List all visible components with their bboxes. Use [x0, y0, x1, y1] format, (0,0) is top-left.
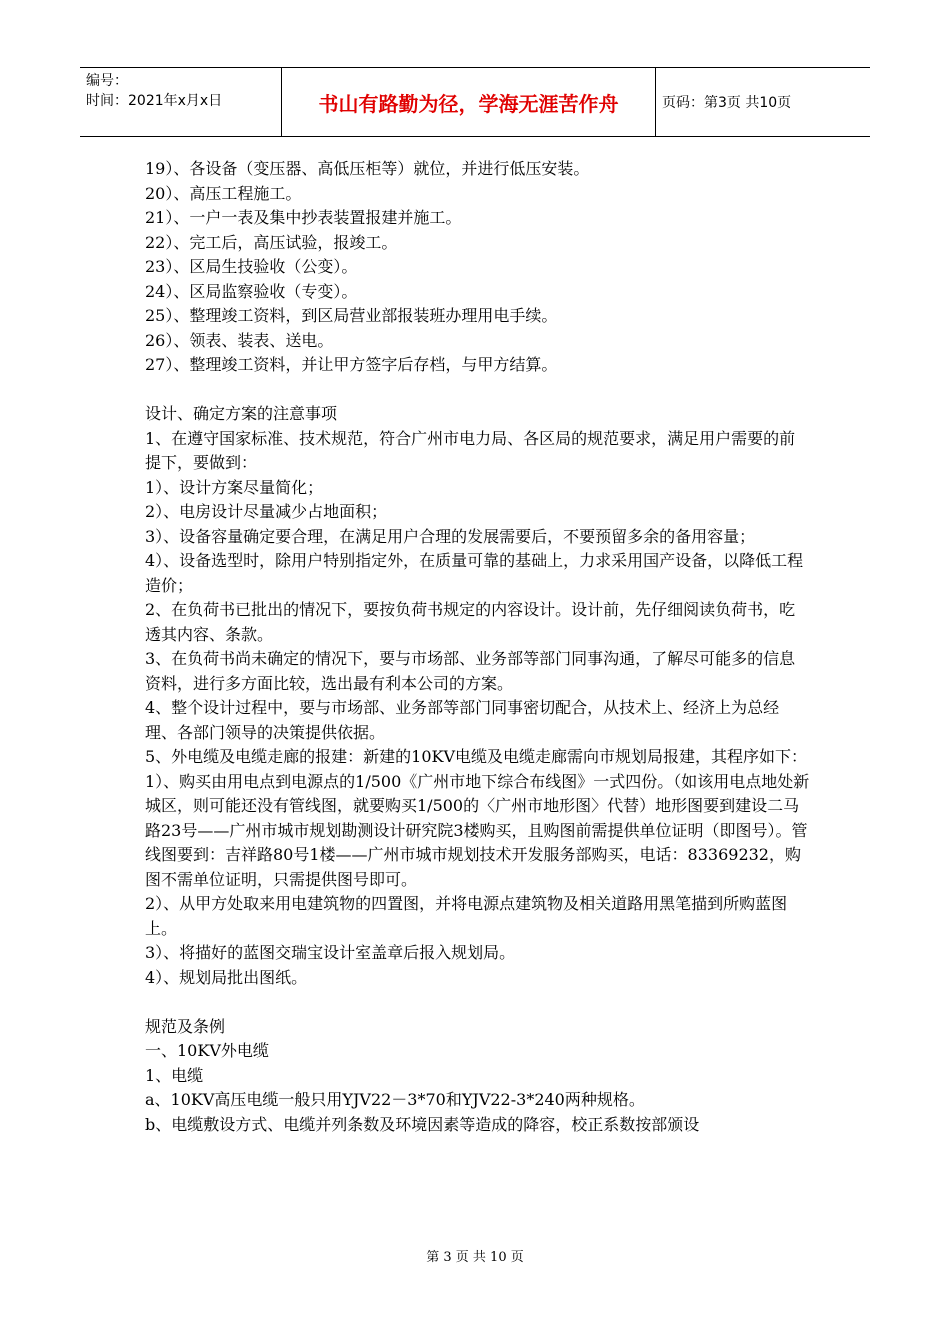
paragraph: 一、10KV外电缆 [145, 1041, 269, 1060]
paragraph: b、电缆敷设方式、电缆并列条数及环境因素等造成的降容，校正系数按部颁设 [145, 1114, 700, 1134]
paragraph: 4）、设备选型时，除用户特别指定外，在质量可靠的基础上，力求采用国产设备，以降低工程造价； [145, 551, 804, 595]
paragraph: 23）、区局生技验收（公变）。 [145, 257, 358, 276]
paragraph: 3）、设备容量确定要合理，在满足用户合理的发展需要后，不要预留多余的备用容量； [145, 526, 756, 546]
paragraph: 1）、购买由用电点到电源点的1/500《广州市地下综合布线图》一式四份。（如该用电点地处新城区，则可能还没有管线图，就要购买1/500的〈广州市地形图〉代替）地形图要到建设二马路23号——广州市城市规划勘测设计研究院3楼购买，且购图前需提供单位证明（即图号）。管线图要到：吉祥路80号1楼——广州市城市规划技术开发服务部购买，电话：83369232，购图不需单位证明，只需提供图号即可。 [145, 771, 810, 889]
section-heading: 规范及条例 [145, 1016, 226, 1036]
paragraph: 1）、设计方案尽量简化； [145, 477, 324, 497]
paragraph: 4）、规划局批出图纸。 [145, 967, 308, 987]
paragraph: 2）、电房设计尽量减少占地面积； [145, 502, 388, 521]
paragraph: 1、电缆 [145, 1065, 204, 1085]
page-footer: 第 3 页 共 10 页 [426, 1250, 524, 1265]
paragraph: 19）、各设备（变压器、高低压柜等）就位，并进行低压安装。 [145, 159, 590, 178]
paragraph: 25）、整理竣工资料，到区局营业部报装班办理用电手续。 [145, 306, 558, 325]
paragraph: 21）、一户一表及集中抄表装置报建并施工。 [145, 208, 462, 227]
paragraph: 26）、领表、装表、送电。 [145, 330, 334, 350]
paragraph: 5、外电缆及电缆走廊的报建：新建的10KV电缆及电缆走廊需向市规划局报建，其程序如下： [145, 747, 808, 766]
document-number-label: 编号： [86, 73, 128, 89]
paragraph: 2、在负荷书已批出的情况下，要按负荷书规定的内容设计。设计前，先仔细阅读负荷书，吃透其内容、条款。 [145, 600, 796, 644]
section-heading: 设计、确定方案的注意事项 [145, 404, 338, 423]
paragraph: 1、在遵守国家标准、技术规范，符合广州市电力局、各区局的规范要求，满足用户需要的前提下，要做到： [145, 428, 796, 472]
header-meta [80, 68, 282, 136]
paragraph: 27）、整理竣工资料，并让甲方签字后存档，与甲方结算。 [145, 355, 558, 374]
document-body [145, 157, 810, 1137]
paragraph: 20）、高压工程施工。 [145, 183, 302, 203]
paragraph: 3）、将描好的蓝图交瑞宝设计室盖章后报入规划局。 [145, 943, 516, 962]
header-page-info: 页码：第3页 共10页 [662, 95, 792, 111]
paragraph: 3、在负荷书尚未确定的情况下，要与市场部、业务部等部门同事沟通，了解尽可能多的信息资料，进行多方面比较，选出最有利本公司的方案。 [145, 649, 796, 693]
page-header [80, 67, 870, 137]
header-motto: 书山有路勤为径，学海无涯苦作舟 [282, 68, 656, 136]
paragraph: 22）、完工后，高压试验，报竣工。 [145, 232, 398, 252]
paragraph: 4、整个设计过程中，要与市场部、业务部等部门同事密切配合，从技术上、经济上为总经理、各部门领导的决策提供依据。 [145, 698, 780, 742]
paragraph: 2）、从甲方处取来用电建筑物的四置图，并将电源点建筑物及相关道路用黑笔描到所购蓝图上。 [145, 894, 788, 938]
spacer [145, 990, 810, 1015]
spacer [145, 378, 810, 403]
document-date: 时间：2021年x月x日 [86, 93, 223, 109]
paragraph: a、10KV高压电缆一般只用YJV22－3*70和YJV22-3*240两种规格。 [145, 1090, 645, 1109]
paragraph: 24）、区局监察验收（专变）。 [145, 281, 358, 301]
